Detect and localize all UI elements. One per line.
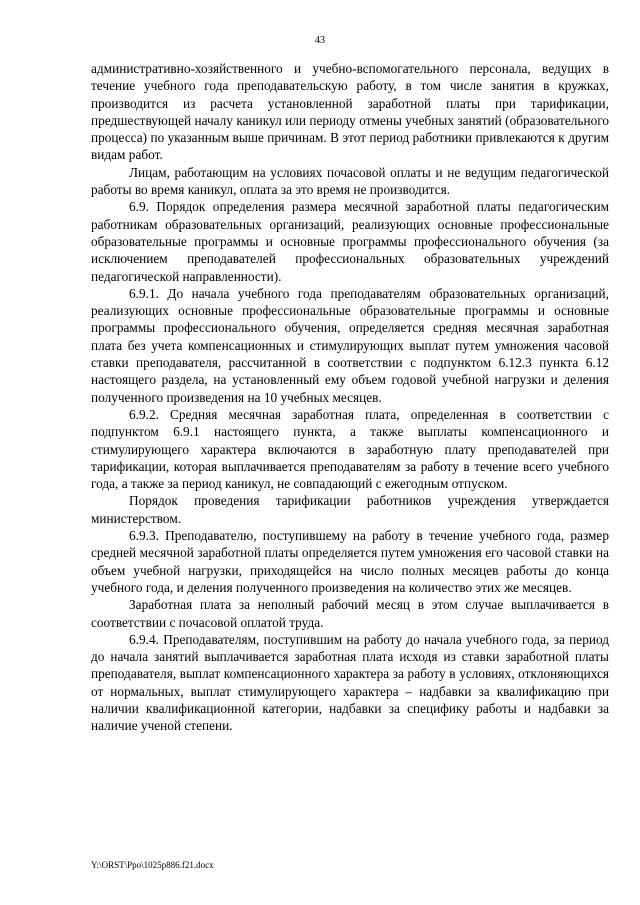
paragraph-6-9: 6.9. Порядок определения размера месячной заработной платы педагогическим работникам образовательных организаций, реализующих основные профессиональные образовательные программы и основные программы профессионального обучения (за исключением преподавателей профессиональных образовательных учреждений педагогической направленности). <box>91 199 609 284</box>
paragraph-6-9-4: 6.9.4. Преподавателям, поступившим на работу до начала учебного года, за период до начала занятий выплачивается заработная плата исходя из ставки заработной платы преподавателя, выплат компенсационного характера за работу в условиях, отклоняющихся от нормальных, выплат стимулирующего характера – надбавки за квалификацию при наличии квалификационной категории, надбавки за специфику работы и надбавки за наличие ученой степени. <box>91 631 609 734</box>
footer-file-path: Y:\ORST\Ppo\1025p886.f21.docx <box>91 860 214 870</box>
paragraph-partial-month: Заработная плата за неполный рабочий месяц в этом случае выплачивается в соответствии с почасовой оплатой труда. <box>91 597 609 630</box>
paragraph-tarification-order: Порядок проведения тарификации работников учреждения утверждается министерством. <box>91 493 609 526</box>
paragraph-6-9-3: 6.9.3. Преподавателю, поступившему на работу в течение учебного года, размер средней месячной заработной платы определяется путем умножения его часовой ставки на объем учебной нагрузки, приходящейся на число полных месяцев работы до конца учебного года, и деления полученного произведения на количество этих же месяцев. <box>91 528 609 595</box>
page-number: 43 <box>315 35 325 46</box>
paragraph-continuation: административно-хозяйственного и учебно-вспомогательного персонала, ведущих в течение учебного года преподавательскую работу, в том числе занятия в кружках, производится из расчета установленной заработной платы при тарификации, предшествующей началу каникул или периоду отмены учебных занятий (образовательного процесса) по указанным выше причинам. В этот период работники привлекаются к другим видам работ. <box>91 61 609 163</box>
paragraph-hourly-pay: Лицам, работающим на условиях почасовой оплаты и не ведущим педагогической работы во время каникул, оплата за это время не производится. <box>91 164 609 198</box>
paragraph-6-9-1: 6.9.1. До начала учебного года преподавателям образовательных организаций, реализующих основные профессиональные образовательные программы и основные программы профессионального обучения, определяется средняя месячная заработная плата без учета компенсационных и стимулирующих выплат путем умножения часовой ставки преподавателя, рассчитанной в соответствии с подпунктом 6.12.3 пункта 6.12 настоящего раздела, на установленный ему объем годовой учебной нагрузки и деления полученного произведения на 10 учебных месяцев. <box>91 285 609 405</box>
paragraph-6-9-2: 6.9.2. Средняя месячная заработная плата, определенная в соответствии с подпунктом 6.9.1 настоящего пункта, а также выплаты компенсационного и стимулирующего характера включаются в заработную плату преподавателей при тарификации, которая выплачивается преподавателям за работу в течение всего учебного года, а также за период каникул, не совпадающий с ежегодным отпуском. <box>91 406 609 492</box>
document-body <box>91 60 609 735</box>
